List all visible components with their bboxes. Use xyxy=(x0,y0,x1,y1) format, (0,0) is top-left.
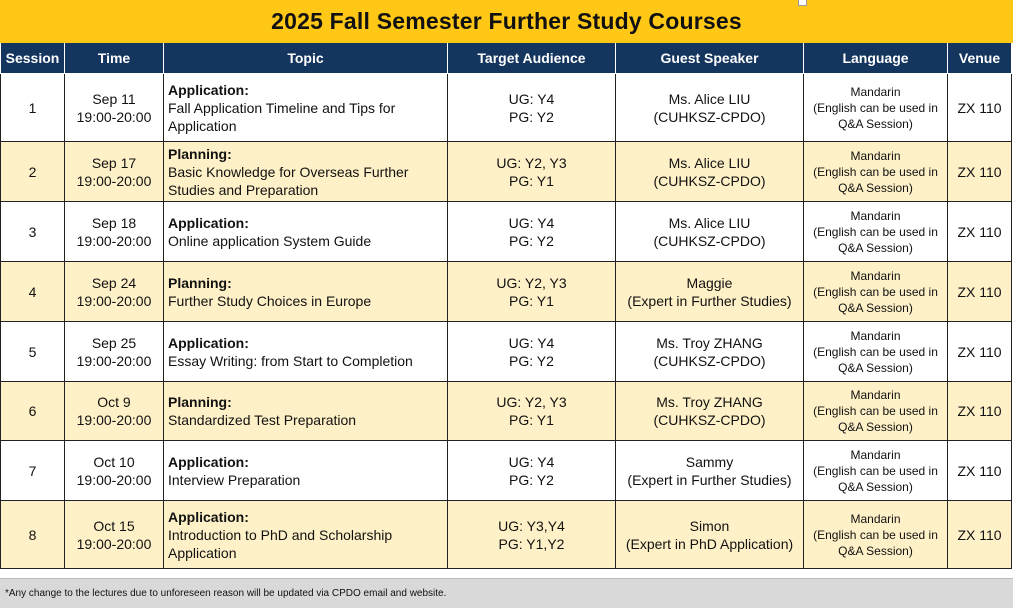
speaker-affiliation: (CUHKSZ-CPDO) xyxy=(653,108,766,125)
audience-cell xyxy=(448,441,616,501)
session-date: Oct 15 xyxy=(93,517,135,534)
table-row xyxy=(1,142,1012,202)
language-cell xyxy=(804,142,948,202)
table-row xyxy=(1,322,1012,382)
audience-cell xyxy=(448,501,616,569)
speaker-cell xyxy=(616,322,804,382)
language-main: Mandarin xyxy=(850,447,901,462)
audience-ug: UG: Y2, Y3 xyxy=(496,154,567,171)
language-main: Mandarin xyxy=(850,511,901,526)
session-cell: 7 xyxy=(1,441,65,501)
audience-pg: PG: Y2 xyxy=(509,108,554,125)
col-header-language: Language xyxy=(804,43,948,74)
language-main: Mandarin xyxy=(850,328,901,343)
audience-cell xyxy=(448,202,616,262)
audience-ug: UG: Y4 xyxy=(508,214,555,231)
audience-pg: PG: Y1,Y2 xyxy=(498,535,565,552)
language-note: (English can be used in Q&A Session) xyxy=(813,344,938,375)
venue-cell: ZX 110 xyxy=(948,501,1012,569)
time-cell xyxy=(65,322,164,382)
courses-table xyxy=(0,43,1012,569)
speaker-name: Ms. Alice LIU xyxy=(668,90,751,107)
col-header-venue: Venue xyxy=(948,43,1012,74)
language-cell xyxy=(804,322,948,382)
session-time: 19:00-20:00 xyxy=(76,108,152,125)
audience-ug: UG: Y4 xyxy=(508,90,555,107)
time-cell xyxy=(65,262,164,322)
speaker-name: Ms. Alice LIU xyxy=(668,154,751,171)
session-cell: 5 xyxy=(1,322,65,382)
time-cell xyxy=(65,501,164,569)
speaker-name: Ms. Troy ZHANG xyxy=(656,394,763,410)
topic-title: Interview Preparation xyxy=(168,471,301,488)
topic-category: Planning: xyxy=(168,394,232,410)
venue-cell: ZX 110 xyxy=(948,262,1012,322)
col-header-time: Time xyxy=(65,43,164,74)
selection-handle[interactable] xyxy=(798,0,807,6)
language-main: Mandarin xyxy=(850,268,901,283)
speaker-affiliation: (Expert in PhD Application) xyxy=(625,535,794,552)
speaker-cell xyxy=(616,74,804,142)
audience-ug: UG: Y2, Y3 xyxy=(496,394,567,410)
audience-ug: UG: Y4 xyxy=(508,334,555,351)
speaker-name: Maggie xyxy=(686,274,733,291)
time-cell xyxy=(65,202,164,262)
col-header-session: Session xyxy=(1,43,65,74)
speaker-affiliation: (CUHKSZ-CPDO) xyxy=(653,352,766,369)
audience-pg: PG: Y2 xyxy=(509,471,554,488)
session-date: Sep 24 xyxy=(91,274,137,291)
topic-title: Further Study Choices in Europe xyxy=(168,292,372,309)
table-row xyxy=(1,441,1012,501)
time-cell xyxy=(65,382,164,441)
language-main: Mandarin xyxy=(850,388,901,402)
topic-cell xyxy=(164,501,448,569)
audience-pg: PG: Y1 xyxy=(509,412,554,428)
audience-pg: PG: Y1 xyxy=(509,292,554,309)
language-note: (English can be used in Q&A Session) xyxy=(813,284,938,315)
speaker-affiliation: (Expert in Further Studies) xyxy=(627,471,792,488)
audience-cell xyxy=(448,382,616,441)
session-cell: 3 xyxy=(1,202,65,262)
topic-cell xyxy=(164,142,448,202)
speaker-cell xyxy=(616,262,804,322)
time-cell xyxy=(65,142,164,202)
speaker-cell xyxy=(616,501,804,569)
venue-cell: ZX 110 xyxy=(948,382,1012,441)
venue-cell: ZX 110 xyxy=(948,74,1012,142)
topic-cell xyxy=(164,262,448,322)
session-date: Sep 11 xyxy=(92,90,136,107)
topic-cell xyxy=(164,322,448,382)
venue-cell: ZX 110 xyxy=(948,441,1012,501)
col-header-topic: Topic xyxy=(164,43,448,74)
language-note: (English can be used in Q&A Session) xyxy=(813,404,938,434)
topic-category: Planning: xyxy=(168,145,232,162)
speaker-cell xyxy=(616,142,804,202)
speaker-cell xyxy=(616,202,804,262)
audience-cell xyxy=(448,74,616,142)
topic-title: Essay Writing: from Start to Completion xyxy=(168,352,413,369)
language-main: Mandarin xyxy=(850,84,901,99)
table-row xyxy=(1,382,1012,441)
language-note: (English can be used in Q&A Session) xyxy=(813,100,938,131)
topic-category: Application: xyxy=(168,453,249,470)
venue-cell: ZX 110 xyxy=(948,202,1012,262)
time-cell xyxy=(65,74,164,142)
topic-cell xyxy=(164,441,448,501)
audience-cell xyxy=(448,322,616,382)
audience-pg: PG: Y2 xyxy=(509,352,554,369)
speaker-name: Sammy xyxy=(685,453,734,470)
topic-category: Application: xyxy=(168,81,249,98)
topic-cell xyxy=(164,382,448,441)
language-cell xyxy=(804,382,948,441)
speaker-cell xyxy=(616,382,804,441)
language-cell xyxy=(804,262,948,322)
topic-title: Standardized Test Preparation xyxy=(168,412,357,428)
topic-category: Application: xyxy=(168,214,249,231)
speaker-cell xyxy=(616,441,804,501)
topic-title: Introduction to PhD and Scholarship Application xyxy=(168,526,393,561)
speaker-affiliation: (CUHKSZ-CPDO) xyxy=(653,412,766,428)
speaker-affiliation: (CUHKSZ-CPDO) xyxy=(653,172,766,189)
language-main: Mandarin xyxy=(850,208,901,223)
speaker-name: Ms. Alice LIU xyxy=(668,214,751,231)
session-time: 19:00-20:00 xyxy=(76,292,152,309)
topic-cell xyxy=(164,202,448,262)
table-row xyxy=(1,262,1012,322)
language-cell xyxy=(804,501,948,569)
footer-note: *Any change to the lectures due to unforeseen reason will be updated via CPDO email and website. xyxy=(0,578,1013,608)
session-time: 19:00-20:00 xyxy=(76,232,152,249)
language-note: (English can be used in Q&A Session) xyxy=(813,164,938,195)
session-date: Oct 9 xyxy=(97,394,131,410)
topic-title: Online application System Guide xyxy=(168,232,372,249)
venue-cell: ZX 110 xyxy=(948,322,1012,382)
topic-title: Fall Application Timeline and Tips for Application xyxy=(168,99,396,134)
session-time: 19:00-20:00 xyxy=(76,172,152,189)
language-cell xyxy=(804,441,948,501)
language-note: (English can be used in Q&A Session) xyxy=(813,527,938,558)
audience-pg: PG: Y1 xyxy=(509,172,554,189)
session-date: Sep 18 xyxy=(91,214,137,231)
topic-category: Application: xyxy=(168,334,249,351)
session-time: 19:00-20:00 xyxy=(76,471,152,488)
session-cell: 6 xyxy=(1,382,65,441)
audience-pg: PG: Y2 xyxy=(509,232,554,249)
session-cell: 8 xyxy=(1,501,65,569)
audience-cell xyxy=(448,142,616,202)
topic-category: Planning: xyxy=(168,274,232,291)
col-header-audience: Target Audience xyxy=(448,43,616,74)
audience-ug: UG: Y2, Y3 xyxy=(496,274,567,291)
session-time: 19:00-20:00 xyxy=(76,535,152,552)
audience-ug: UG: Y4 xyxy=(508,453,555,470)
speaker-name: Ms. Troy ZHANG xyxy=(656,334,763,351)
header-row xyxy=(1,43,1012,74)
language-main: Mandarin xyxy=(850,148,901,163)
time-cell xyxy=(65,441,164,501)
language-cell xyxy=(804,74,948,142)
table-row xyxy=(1,202,1012,262)
language-note: (English can be used in Q&A Session) xyxy=(813,224,938,255)
table-row xyxy=(1,501,1012,569)
session-date: Oct 10 xyxy=(93,453,135,470)
audience-cell xyxy=(448,262,616,322)
page-title: 2025 Fall Semester Further Study Courses xyxy=(0,0,1013,43)
topic-title: Basic Knowledge for Overseas Further Studies and Preparation xyxy=(168,163,409,198)
session-date: Sep 17 xyxy=(91,154,137,171)
language-note: (English can be used in Q&A Session) xyxy=(813,463,938,494)
col-header-speaker: Guest Speaker xyxy=(616,43,804,74)
speaker-affiliation: (CUHKSZ-CPDO) xyxy=(653,232,766,249)
speaker-name: Simon xyxy=(689,517,730,534)
table-row xyxy=(1,74,1012,142)
language-cell xyxy=(804,202,948,262)
venue-cell: ZX 110 xyxy=(948,142,1012,202)
topic-category: Application: xyxy=(168,508,249,525)
topic-cell xyxy=(164,74,448,142)
speaker-affiliation: (Expert in Further Studies) xyxy=(627,292,792,309)
session-cell: 2 xyxy=(1,142,65,202)
session-time: 19:00-20:00 xyxy=(76,352,152,369)
session-cell: 1 xyxy=(1,74,65,142)
session-date: Sep 25 xyxy=(91,334,137,351)
session-cell: 4 xyxy=(1,262,65,322)
audience-ug: UG: Y3,Y4 xyxy=(498,517,565,534)
session-time: 19:00-20:00 xyxy=(76,412,152,428)
